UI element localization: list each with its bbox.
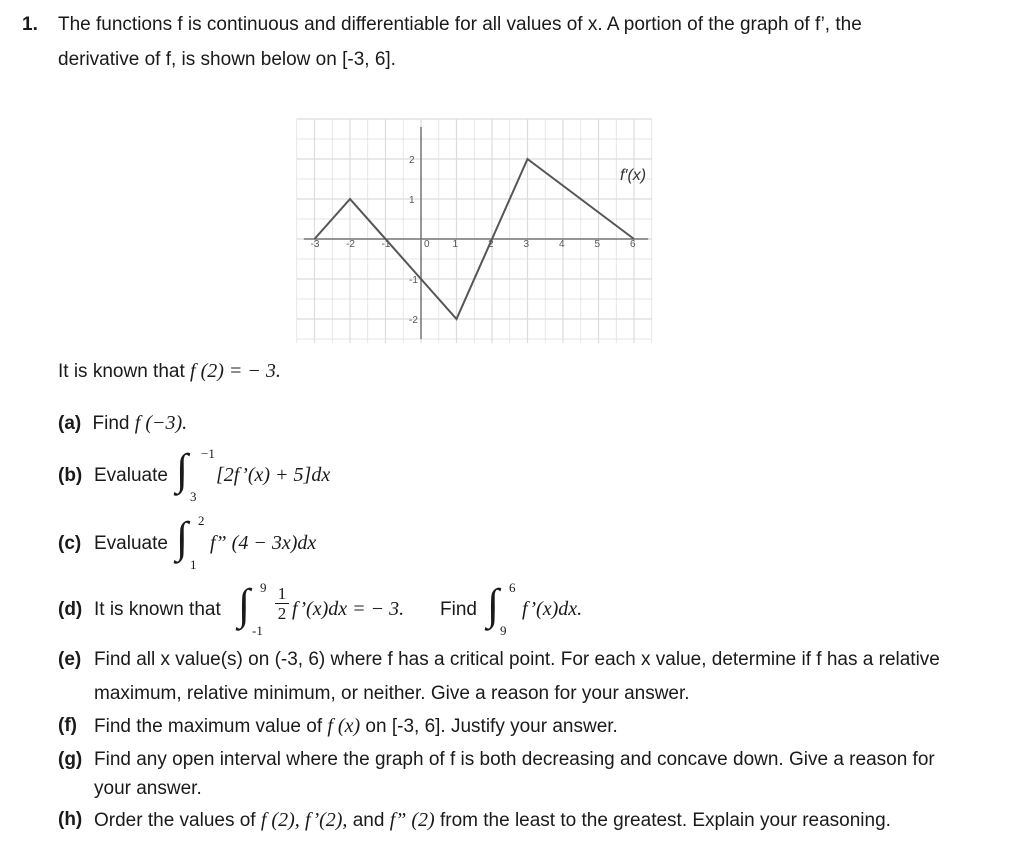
part-h-and: and xyxy=(352,810,385,831)
problem-number: 1. xyxy=(22,14,38,35)
fprime-label: f′(x) xyxy=(620,167,647,184)
part-a-text: Find xyxy=(92,413,130,434)
part-g-line2: your answer. xyxy=(94,778,202,799)
part-f-pre: Find the maximum value of xyxy=(94,716,323,737)
part-d-lower: -1 xyxy=(252,623,263,638)
part-d-text: It is known that xyxy=(94,599,221,620)
x-tick-label: 1 xyxy=(452,239,459,250)
x-tick-label: -3 xyxy=(310,239,320,250)
part-c-lower: 1 xyxy=(190,557,197,572)
part-a-math: f (−3). xyxy=(134,412,188,434)
problem-intro-line2: derivative of f, is shown below on [-3, 6]. xyxy=(58,49,396,70)
y-tick-label: -1 xyxy=(409,275,418,286)
integral-sign-d2: ∫ xyxy=(487,580,500,629)
part-c-integrand: f” (4 − 3x)dx xyxy=(210,532,317,554)
integral-sign-b: ∫ xyxy=(176,445,189,494)
x-tick-label: 6 xyxy=(630,239,636,250)
x-tick-label: 3 xyxy=(523,239,530,250)
x-tick-label: 4 xyxy=(559,239,565,250)
part-h-post: from the least to the greatest. Explain your reasoning. xyxy=(439,810,891,831)
integral-sign-c: ∫ xyxy=(176,513,189,562)
part-b-text: Evaluate xyxy=(94,465,168,486)
part-d-integrand2: f’(x)dx. xyxy=(522,598,583,620)
part-g-label: (g) xyxy=(58,749,83,770)
x-tick-label: 0 xyxy=(424,239,430,250)
part-f-label: (f) xyxy=(58,715,77,736)
part-h-label: (h) xyxy=(58,809,83,830)
part-h-text xyxy=(94,809,891,832)
part-b-label: (b) xyxy=(58,465,83,486)
part-d-integrand: f’(x)dx = − 3. xyxy=(292,598,405,620)
part-f-text xyxy=(94,715,618,738)
y-tick-label: 1 xyxy=(409,195,415,206)
x-tick-label: 2 xyxy=(488,239,494,250)
part-d-upper: 9 xyxy=(260,580,267,595)
part-d-fraction xyxy=(275,585,289,622)
graph-grid xyxy=(297,119,652,343)
part-h-math2: f’(2), xyxy=(305,809,348,831)
part-h-math1: f (2), xyxy=(260,809,300,831)
y-tick-label: 2 xyxy=(409,155,415,166)
part-c-label: (c) xyxy=(58,533,82,554)
x-tick-label: 5 xyxy=(594,239,601,250)
part-a-label: (a) xyxy=(58,413,82,434)
part-e-label: (e) xyxy=(58,649,82,670)
x-tick-label: -1 xyxy=(381,239,391,250)
frac-numerator: 1 xyxy=(277,584,287,603)
known-prefix: It is known that xyxy=(58,361,185,382)
part-e-line2: maximum, relative minimum, or neither. Give a reason for your answer. xyxy=(94,683,690,704)
graph-ticks xyxy=(311,155,637,326)
y-tick-label: -2 xyxy=(409,315,418,326)
part-c-upper: 2 xyxy=(198,513,205,528)
problem-intro-line1: The functions f is continuous and differentiable for all values of x. A portion of the graph of f’, the xyxy=(58,14,862,35)
part-d-label: (d) xyxy=(58,599,83,620)
integral-sign-d1: ∫ xyxy=(238,580,251,629)
frac-denominator: 2 xyxy=(277,604,287,623)
known-statement xyxy=(58,360,281,383)
part-e-line1: Find all x value(s) on (-3, 6) where f has a critical point. For each x value, determine if f has a relative xyxy=(94,649,940,670)
known-math: f (2) = − 3. xyxy=(190,360,281,382)
part-b-lower: 3 xyxy=(190,489,197,504)
part-b-upper: −1 xyxy=(201,446,215,461)
part-f-math: f (x) xyxy=(327,715,361,737)
part-h-math3: f” (2) xyxy=(389,809,435,831)
part-g-line1: Find any open interval where the graph of f is both decreasing and concave down. Give a reason for xyxy=(94,749,935,770)
part-d-lower2: 9 xyxy=(500,623,507,638)
part-h-pre: Order the values of xyxy=(94,810,256,831)
x-tick-label: -2 xyxy=(346,239,355,250)
part-c-text: Evaluate xyxy=(94,533,168,554)
part-f-post: on [-3, 6]. Justify your answer. xyxy=(365,716,618,737)
part-d-find: Find xyxy=(440,599,477,620)
part-a xyxy=(58,412,187,435)
part-d-upper2: 6 xyxy=(509,580,516,595)
part-b-integrand: [2f’(x) + 5]dx xyxy=(216,464,331,486)
